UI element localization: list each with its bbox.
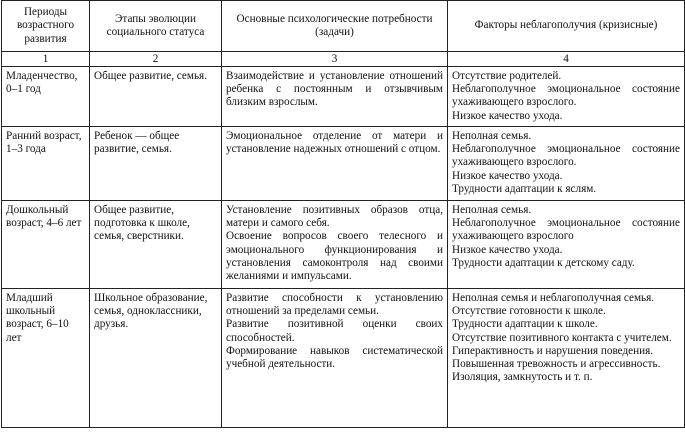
factor-item: Низкое качество ухода. <box>452 169 563 182</box>
factor-item: Трудности адаптации к яслям. <box>452 182 597 195</box>
factor-item: Отсутствие позитивного контакта с учителем. <box>452 331 672 344</box>
factors-cell <box>448 67 685 127</box>
factor-item: Неполная семья. <box>452 204 532 216</box>
column-number: 4 <box>448 52 685 67</box>
header-row <box>2 1 685 52</box>
status-cell: Ребенок — общее развитие, семья. <box>90 127 222 201</box>
needs-item: Освоение вопросов своего телесного и эмоционального функционирования и установления самоконтроля над своими желаниями и импульсами. <box>226 230 443 283</box>
factors-cell <box>448 127 685 201</box>
period-cell: Дошкольный возраст, 4–6 лет <box>2 201 90 289</box>
header-period: Периоды возрастного развития <box>2 1 90 52</box>
factor-item: Неблагополучное эмоциональное состояние ухаживающего взрослого <box>452 217 680 243</box>
needs-item: Развитие способности к установлению отношений за пределами семьи. <box>226 292 443 318</box>
column-number: 3 <box>222 52 448 67</box>
factor-item: Трудности адаптации к детскому саду. <box>452 256 635 269</box>
status-cell: Общее развитие, семья. <box>90 67 222 127</box>
column-number-row <box>2 52 685 67</box>
factor-item: Отсутствие готовности к школе. <box>452 305 606 318</box>
factor-item: Повышенная тревожность и агрессивность. <box>452 358 661 371</box>
period-cell: Ранний возраст, 1–3 года <box>2 127 90 201</box>
needs-cell <box>222 201 448 289</box>
factor-item: Неполная семья. <box>452 130 532 142</box>
table-row <box>2 201 685 289</box>
period-cell: Младший школьный возраст, 6–10 лет <box>2 289 90 428</box>
needs-item: Формирование навыков систематической учебной деятельности. <box>226 344 443 371</box>
factor-item: Изоляция, замкнутость и т. п. <box>452 371 593 384</box>
factors-cell <box>448 289 685 428</box>
status-cell: Общее развитие, подготовка к школе, семья, сверстники. <box>90 201 222 289</box>
factors-cell <box>448 201 685 289</box>
factor-item: Трудности адаптации к школе. <box>452 318 598 331</box>
needs-item: Развитие позитивной оценки своих способностей. <box>226 318 443 344</box>
period-cell: Младенчество, 0–1 год <box>2 67 90 127</box>
header-needs: Основные психологические потребности (задачи) <box>222 1 448 52</box>
table-row <box>2 289 685 428</box>
needs-item: Установление позитивных образов отца, матери и самого себя. <box>226 204 443 230</box>
header-factors: Факторы неблагополучия (кризисные) <box>448 1 685 52</box>
factor-item: Гиперактивность и нарушения поведения. <box>452 344 654 357</box>
factor-item: Низкое качество ухода. <box>452 243 563 256</box>
age-development-table <box>1 0 685 428</box>
needs-cell <box>222 127 448 201</box>
factor-item: Неблагополучное эмоциональное состояние ухаживающего взрослого. <box>452 143 680 169</box>
table-row <box>2 127 685 201</box>
status-cell: Школьное образование, семья, одноклассники, друзья. <box>90 289 222 428</box>
table-row <box>2 67 685 127</box>
header-status: Этапы эволюции социального статуса <box>90 1 222 52</box>
factor-item: Неполная семья и неблагополучная семья. <box>452 292 655 304</box>
needs-item: Эмоциональное отделение от матери и установление надежных отношений с отцом. <box>226 130 443 156</box>
factor-item: Низкое качество ухода. <box>452 109 563 122</box>
needs-item: Взаимодействие и установление отношений ребенка с постоянным и отзывчивым близким взрослым. <box>226 70 443 109</box>
column-number: 2 <box>90 52 222 67</box>
factor-item: Неблагополучное эмоциональное состояние ухаживающего взрослого. <box>452 83 680 109</box>
column-number: 1 <box>2 52 90 67</box>
factor-item: Отсутствие родителей. <box>452 70 562 82</box>
needs-cell <box>222 67 448 127</box>
needs-cell <box>222 289 448 428</box>
